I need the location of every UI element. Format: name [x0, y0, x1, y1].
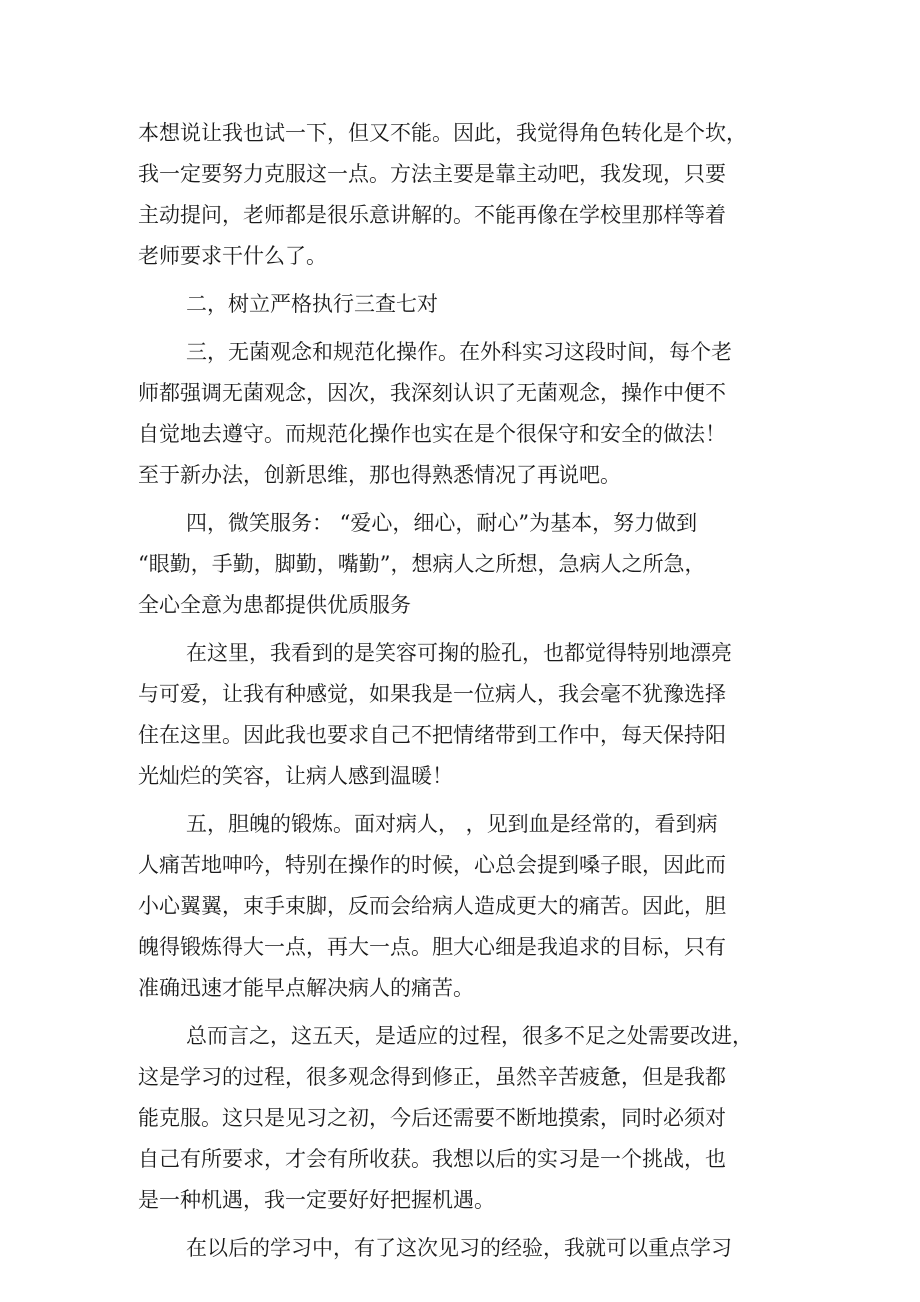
text-line: 准确迅速才能早点解决病人的痛苦。	[138, 976, 474, 1000]
text-line: 小心翼翼，束手束脚，反而会给病人造成更大的痛苦。因此，胆	[138, 894, 726, 918]
text-line: 总而言之，这五天，是适应的过程，很多不足之处需要改进，	[186, 1024, 753, 1048]
paragraph-future	[138, 1228, 798, 1269]
text-line: 师都强调无菌观念，因次，我深刻认识了无菌观念，操作中便不	[138, 381, 726, 405]
text-line: 三，无菌观念和规范化操作。在外科实习这段时间，每个老	[186, 340, 732, 364]
text-line: “眼勤，手勤，脚勤，嘴勤”，想病人之所想，急病人之所急，	[138, 552, 706, 576]
text-line: 魄得锻炼得大一点，再大一点。胆大心细是我追求的目标，只有	[138, 935, 726, 959]
section-heading: 二，树立严格执行三查七对	[186, 292, 438, 316]
paragraph-intro-continued	[138, 113, 798, 277]
text-line: 本想说让我也试一下，但又不能。因此，我觉得角色转化是个坎，	[138, 121, 747, 145]
text-line: 住在这里。因此我也要求自己不把情绪带到工作中，每天保持阳	[138, 723, 726, 747]
paragraph-summary	[138, 1016, 798, 1221]
paragraph-section-four	[138, 503, 798, 626]
text-line: 人痛苦地呻吟，特别在操作的时候，心总会提到嗓子眼，因此而	[138, 853, 726, 877]
text-line: 五，胆魄的锻炼。面对病人， ，见到血是经常的，看到病	[186, 812, 718, 836]
text-line: 自觉地去遵守。而规范化操作也实在是个很保守和安全的做法！	[138, 422, 726, 446]
text-line: 光灿烂的笑容，让病人感到温暖！	[138, 764, 453, 788]
text-line: 在以后的学习中，有了这次见习的经验，我就可以重点学习	[186, 1236, 732, 1260]
paragraph-smile-detail	[138, 633, 798, 797]
text-line: 主动提问，老师都是很乐意讲解的。不能再像在学校里那样等着	[138, 203, 726, 227]
document-body	[138, 113, 798, 1269]
text-line: 四，微笑服务： “爱心，细心，耐心”为基本，努力做到	[186, 511, 698, 535]
text-line: 老师要求干什么了。	[138, 244, 327, 268]
text-line: 与可爱，让我有种感觉，如果我是一位病人，我会毫不犹豫选择	[138, 682, 726, 706]
text-line: 至于新办法，创新思维，那也得熟悉情况了再说吧。	[138, 463, 621, 487]
text-line: 全心全意为患都提供优质服务	[138, 593, 411, 617]
text-line: 我一定要努力克服这一点。方法主要是靠主动吧，我发现，只要	[138, 162, 726, 186]
paragraph-section-three	[138, 332, 798, 496]
text-line: 自己有所要求，才会有所收获。我想以后的实习是一个挑战，也	[138, 1147, 726, 1171]
text-line: 是一种机遇，我一定要好好把握机遇。	[138, 1188, 495, 1212]
paragraph-section-two	[138, 284, 798, 325]
text-line: 在这里，我看到的是笑容可掬的脸孔，也都觉得特别地漂亮	[186, 641, 732, 665]
text-line: 这是学习的过程，很多观念得到修正，虽然辛苦疲惫，但是我都	[138, 1065, 726, 1089]
paragraph-section-five	[138, 804, 798, 1009]
text-line: 能克服。这只是见习之初，今后还需要不断地摸索，同时必须对	[138, 1106, 726, 1130]
